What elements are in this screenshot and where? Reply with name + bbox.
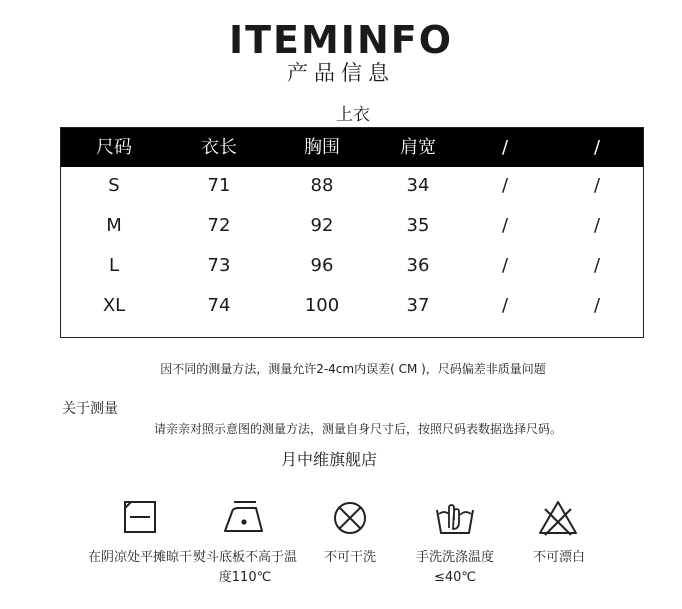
table-row (61, 174, 643, 202)
table-cell: 71 (207, 175, 231, 196)
table-cell: S (108, 175, 120, 196)
no-bleach-icon (536, 498, 580, 538)
page-subtitle: 产品信息 (287, 61, 395, 85)
section-label: 上衣 (336, 105, 370, 125)
no-dry-clean-icon (328, 498, 372, 538)
table-cell: / (593, 255, 601, 276)
table-cell: 73 (207, 255, 231, 276)
care-label-bleach: 不可漂白 (532, 550, 585, 565)
measurement-tolerance-note: 因不同的测量方法，测量允许2-4cm内误差( CM )，尺码偏差非质量问题 (160, 362, 546, 376)
table-header-row (61, 128, 643, 167)
dry-in-shade-icon (118, 498, 162, 538)
store-name: 月中维旗舰店 (280, 450, 377, 469)
care-label-dry: 在阴凉处平摊晾干 (87, 550, 192, 565)
table-cell: / (501, 175, 509, 196)
care-label-iron: 熨斗底板不高于温度110℃ (192, 550, 297, 585)
table-cell: 96 (310, 255, 334, 276)
table-row (61, 214, 643, 242)
care-label-wash: 手洗洗涤温度≤40℃ (415, 550, 494, 585)
column-header-empty-1: / (501, 137, 509, 158)
hand-wash-icon (433, 498, 477, 538)
measurement-heading: 关于测量 (62, 401, 118, 417)
table-cell: / (501, 255, 509, 276)
table-cell: 88 (310, 175, 334, 196)
table-cell: L (108, 255, 120, 276)
size-table (60, 127, 644, 338)
table-cell: / (593, 175, 601, 196)
table-cell: 35 (406, 215, 430, 236)
page-title: ITEMINFO (228, 18, 454, 62)
table-row (61, 254, 643, 282)
column-header-length: 衣长 (201, 137, 237, 158)
table-cell: 34 (406, 175, 430, 196)
care-label-dry-clean: 不可干洗 (323, 550, 376, 565)
table-cell: / (593, 295, 601, 316)
column-header-empty-2: / (593, 137, 601, 158)
column-header-shoulder: 肩宽 (400, 137, 436, 158)
table-cell: / (593, 215, 601, 236)
table-cell: 92 (310, 215, 334, 236)
table-cell: / (501, 215, 509, 236)
table-cell: 100 (304, 295, 340, 316)
table-cell: / (501, 295, 509, 316)
measurement-instructions: 请亲亲对照示意图的测量方法，测量自身尺寸后，按照尺码表数据选择尺码。 (153, 422, 562, 436)
iron-low-temp-icon (222, 498, 266, 538)
table-cell: XL (102, 295, 126, 316)
table-row (61, 294, 643, 322)
table-cell: 36 (406, 255, 430, 276)
table-cell: 37 (406, 295, 430, 316)
column-header-chest: 胸围 (304, 137, 340, 158)
table-cell: 72 (207, 215, 231, 236)
column-header-size: 尺码 (96, 137, 132, 158)
table-cell: M (106, 215, 122, 236)
table-cell: 74 (207, 295, 231, 316)
